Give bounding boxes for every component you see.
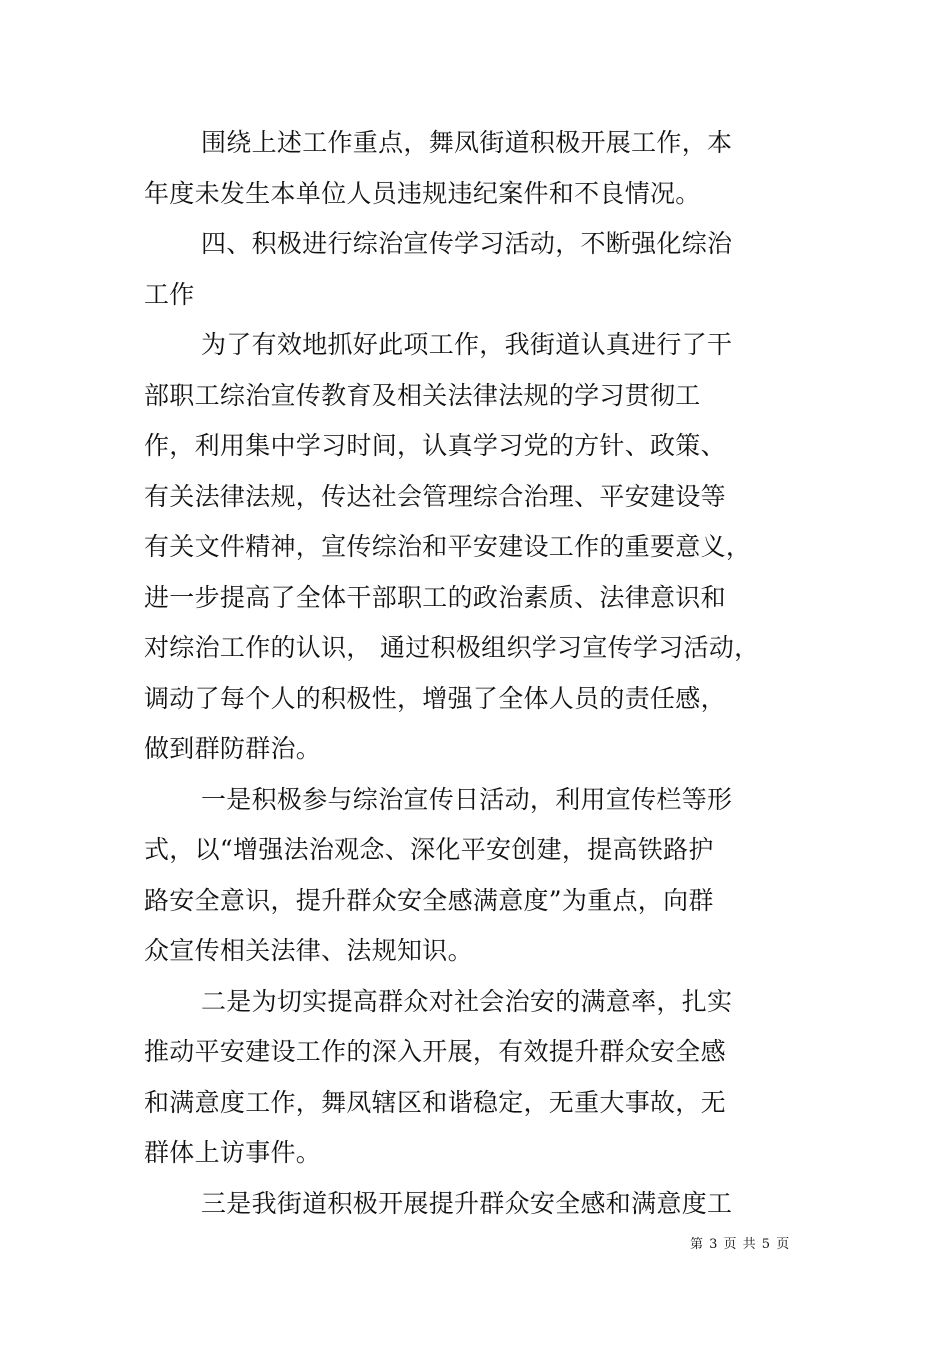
paragraph-line: 为了有效地抓好此项工作，我街道认真进行了干 [201,330,733,359]
paragraph-line: 进一步提高了全体干部职工的政治素质、法律意识和 [144,582,726,612]
paragraph-line: 围绕上述工作重点，舞凤街道积极开展工作，本 [201,128,733,157]
paragraph-line: 一是积极参与综治宣传日活动，利用宣传栏等形 [201,784,733,814]
paragraph-line: 三是我街道积极开展提升群众安全感和满意度工 [201,1188,733,1218]
paragraph-line: 二是为切实提高群众对社会治安的满意率，扎实 [201,986,733,1016]
paragraph-line: 年度未发生本单位人员违规违纪案件和不良情况。 [144,178,701,208]
paragraph-line: 推动平安建设工作的深入开展，有效提升群众安全感 [144,1037,726,1066]
paragraph-line: 对综治工作的认识， 通过积极组织学习宣传学习活动， [144,633,760,662]
paragraph-line: 和满意度工作，舞凤辖区和谐稳定，无重大事故，无 [144,1087,726,1117]
paragraph-line: 有关法律法规，传达社会管理综合治理、平安建设等 [144,481,726,511]
paragraph-line: 群体上访事件。 [144,1138,322,1167]
page-number: 第 3 页 共 5 页 [690,1237,791,1252]
paragraph-line: 做到群防群治。 [144,734,322,763]
section-heading-line: 四、积极进行综治宣传学习活动，不断强化综治 [201,229,733,258]
body-text [144,118,764,1229]
paragraph-line: 路安全意识，提升群众安全感满意度”为重点，向群 [144,885,714,915]
paragraph-line: 调动了每个人的积极性，增强了全体人员的责任感， [144,683,726,713]
paragraph-line: 众宣传相关法律、法规知识。 [144,936,473,965]
paragraph-line: 作，利用集中学习时间，认真学习党的方针、政策、 [144,431,726,460]
section-heading-line: 工作 [144,279,195,309]
paragraph-line: 式，以“增强法治观念、深化平安创建，提高铁路护 [144,835,714,864]
paragraph-line: 有关文件精神，宣传综治和平安建设工作的重要意义， [144,532,752,561]
paragraph-line: 部职工综治宣传教育及相关法律法规的学习贯彻工 [144,380,701,410]
